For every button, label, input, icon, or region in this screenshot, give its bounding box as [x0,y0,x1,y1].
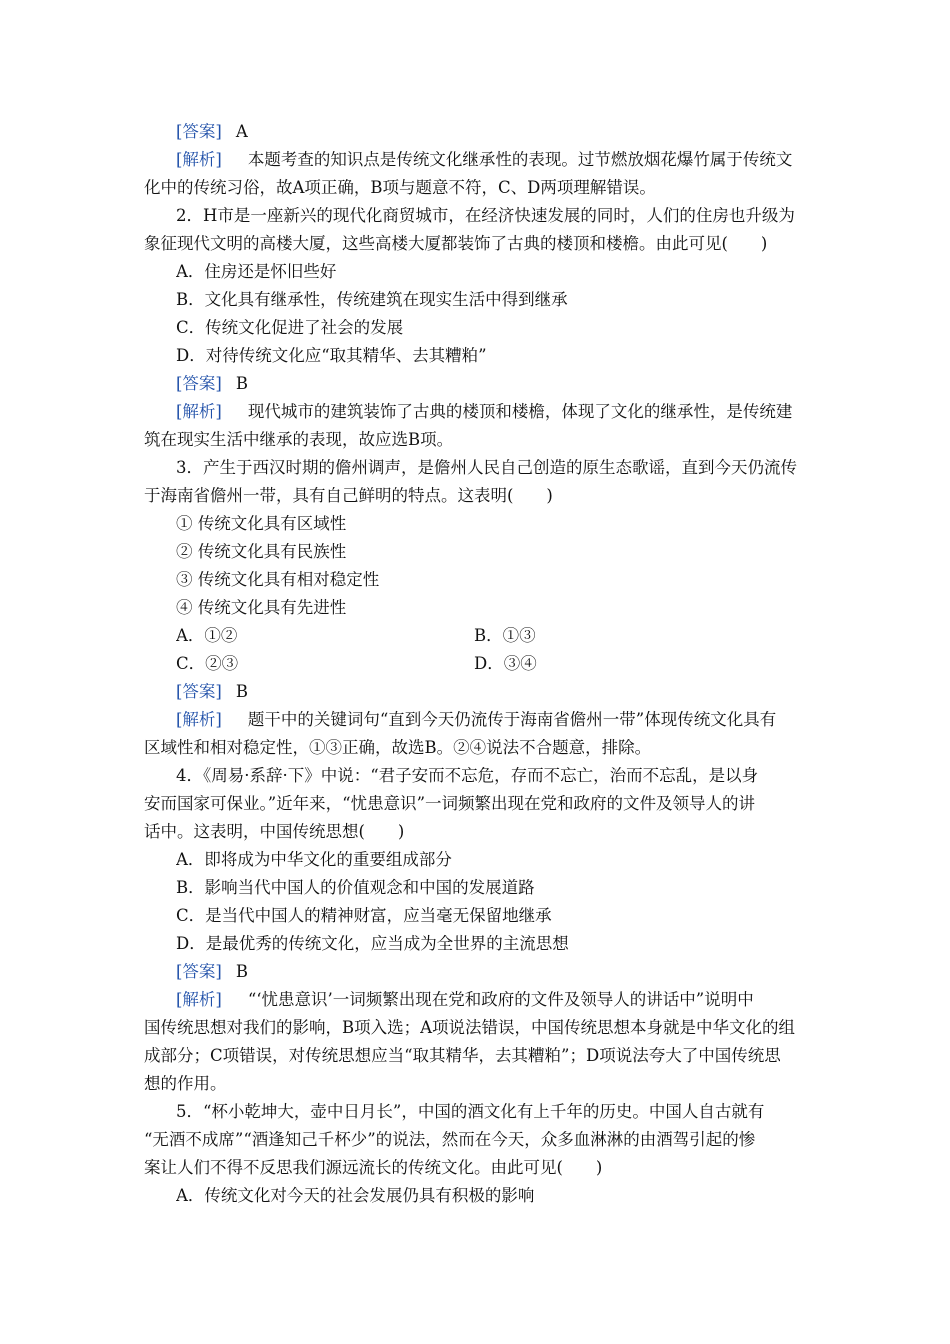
q3-options-row-1 [176,622,812,650]
answer-tag: [答案] [176,374,222,393]
q3-option-c: C．②③ [176,654,239,673]
q3-stem: 3．产生于西汉时期的儋州调声，是儋州人民自己创造的原生态歌谣，直到今天仍流传 [176,458,797,477]
q5-stem: 5．“杯小乾坤大，壶中日月长”，中国的酒文化有上千年的历史。中国人自古就有 [176,1102,765,1121]
q5-stem: 案让人们不得不反思我们源远流长的传统文化。由此可见( ) [144,1158,603,1177]
q2-stem: 象征现代文明的高楼大厦，这些高楼大厦都装饰了古典的楼顶和楼檐。由此可见( ) [144,234,768,253]
q3-statement-4: ④ 传统文化具有先进性 [176,598,347,617]
analysis-tag: [解析] [176,990,222,1009]
q4-stem: 安而国家可保业。”近年来，“忧患意识”一词频繁出现在党和政府的文件及领导人的讲 [144,794,756,813]
q4-analysis-text: “‘忧患意识’一词频繁出现在党和政府的文件及领导人的讲话中”说明中 [247,990,754,1009]
q3-options-row-2 [176,650,812,678]
q3-answer: B [235,682,249,701]
q4-option-a: A．即将成为中华文化的重要组成部分 [176,850,452,869]
q4-stem: 话中。这表明，中国传统思想( ) [144,822,405,841]
q3-analysis-text: 区域性和相对稳定性，①③正确，故选B。②④说法不合题意，排除。 [144,738,652,757]
q3-option-d: D．③④ [474,654,537,673]
analysis-tag: [解析] [176,402,222,421]
q2-answer-line [176,370,812,398]
q4-answer: B [235,962,249,981]
q3-statement-3: ③ 传统文化具有相对稳定性 [176,570,380,589]
q1-answer: A [235,122,248,141]
q5-option-a: A．传统文化对今天的社会发展仍具有积极的影响 [176,1186,535,1205]
q3-option-b: B．①③ [474,626,536,645]
q2-option-a: A．住房还是怀旧些好 [176,262,337,281]
q2-option-c: C．传统文化促进了社会的发展 [176,318,404,337]
q4-option-d: D．是最优秀的传统文化，应当成为全世界的主流思想 [176,934,569,953]
q3-analysis-text: 题干中的关键词句“直到今天仍流传于海南省儋州一带”体现传统文化具有 [247,710,777,729]
q4-analysis-text: 成部分；C项错误，对传统思想应当“取其精华，去其糟粕”；D项说法夸大了中国传统思 [144,1046,781,1065]
q1-analysis-text: 化中的传统习俗，故A项正确，B项与题意不符，C、D两项理解错误。 [144,178,656,197]
q3-stem: 于海南省儋州一带，具有自己鲜明的特点。这表明( ) [144,486,553,505]
q3-option-a: A．①② [176,626,238,645]
q4-option-b: B．影响当代中国人的价值观念和中国的发展道路 [176,878,535,897]
analysis-tag: [解析] [176,710,222,729]
q2-stem: 2．H市是一座新兴的现代化商贸城市，在经济快速发展的同时，人们的住房也升级为 [176,206,795,225]
q1-analysis-text: 本题考查的知识点是传统文化继承性的表现。过节燃放烟花爆竹属于传统文 [247,150,793,169]
q1-analysis-line [176,146,812,174]
q1-answer-line [176,118,812,146]
q2-option-b: B．文化具有继承性，传统建筑在现实生活中得到继承 [176,290,568,309]
answer-tag: [答案] [176,962,222,981]
q4-analysis-text: 想的作用。 [144,1074,227,1093]
q4-stem: 4．《周易·系辞·下》中说：“君子安而不忘危，存而不忘亡，治而不忘乱，是以身 [176,766,759,785]
q3-answer-line [176,678,812,706]
q2-analysis-text: 现代城市的建筑装饰了古典的楼顶和楼檐，体现了文化的继承性，是传统建 [247,402,793,421]
analysis-tag: [解析] [176,150,222,169]
q4-answer-line [176,958,812,986]
q2-analysis-text: 筑在现实生活中继承的表现，故应选B项。 [144,430,454,449]
q4-option-c: C．是当代中国人的精神财富，应当毫无保留地继承 [176,906,552,925]
q2-answer: B [235,374,249,393]
q2-analysis-line [176,398,812,426]
q4-analysis-text: 国传统思想对我们的影响，B项入选；A项说法错误，中国传统思想本身就是中华文化的组 [144,1018,796,1037]
answer-tag: [答案] [176,122,222,141]
q3-statement-2: ② 传统文化具有民族性 [176,542,347,561]
answer-tag: [答案] [176,682,222,701]
q3-statement-1: ① 传统文化具有区域性 [176,514,347,533]
q2-option-d: D．对待传统文化应“取其精华、去其糟粕” [176,346,487,365]
q3-analysis-line [176,706,812,734]
q5-stem: “无酒不成席”“酒逢知己千杯少”的说法，然而在今天，众多血淋淋的由酒驾引起的惨 [144,1130,756,1149]
q4-analysis-line [176,986,812,1014]
